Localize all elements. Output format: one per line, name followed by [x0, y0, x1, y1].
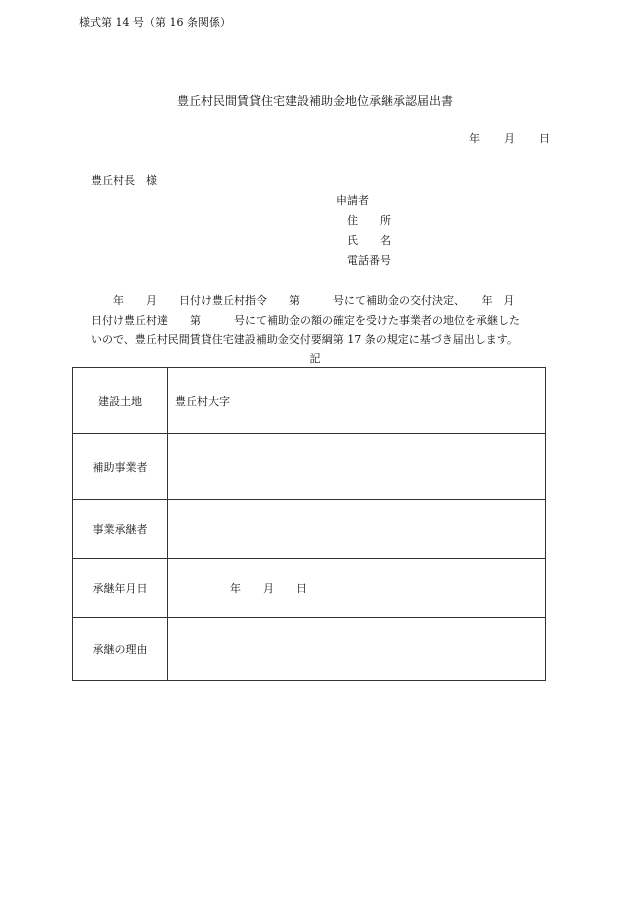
row-label: 補助事業者: [73, 434, 168, 500]
table-row: [73, 500, 546, 559]
form-number: 様式第 14 号（第 16 条関係）: [79, 16, 231, 29]
table-row: [73, 434, 546, 500]
applicant-address-label: 住 所: [347, 214, 391, 227]
document-title: 豊丘村民間賃貸住宅建設補助金地位承継承認届出書: [176, 94, 453, 108]
body-text-line-2: 日付け豊丘村達 第 号にて補助金の額の確定を受けた事業者の地位を承継した: [91, 314, 520, 327]
date-month: 月: [504, 132, 515, 145]
applicant-name-label: 氏 名: [347, 234, 391, 247]
table-row: [73, 559, 546, 618]
row-label: 事業承継者: [73, 500, 168, 559]
business-successor-field[interactable]: [168, 500, 546, 559]
construction-land-field[interactable]: 豊丘村大字: [168, 368, 546, 434]
table-row: [73, 368, 546, 434]
succession-reason-field[interactable]: [168, 618, 546, 681]
date-year: 年: [469, 132, 480, 145]
body-text-line-1: 年 月 日付け豊丘村指令 第 号にて補助金の交付決定、 年 月: [91, 294, 515, 307]
addressee: 豊丘村長 様: [91, 174, 157, 187]
row-label: 承継年月日: [73, 559, 168, 618]
date-day: 日: [539, 132, 550, 145]
subsidized-operator-field[interactable]: [168, 434, 546, 500]
body-text-line-3: いので、豊丘村民間賃貸住宅建設補助金交付要綱第 17 条の規定に基づき届出します。: [91, 333, 518, 346]
table-row: [73, 618, 546, 681]
row-label: 承継の理由: [73, 618, 168, 681]
detail-table: [72, 367, 546, 681]
row-label: 建設土地: [73, 368, 168, 434]
ki-heading: 記: [309, 352, 321, 365]
applicant-label: 申請者: [336, 194, 369, 207]
succession-date-field[interactable]: 年 月 日: [168, 559, 546, 618]
submission-date: [469, 130, 550, 146]
applicant-phone-label: 電話番号: [347, 254, 391, 267]
